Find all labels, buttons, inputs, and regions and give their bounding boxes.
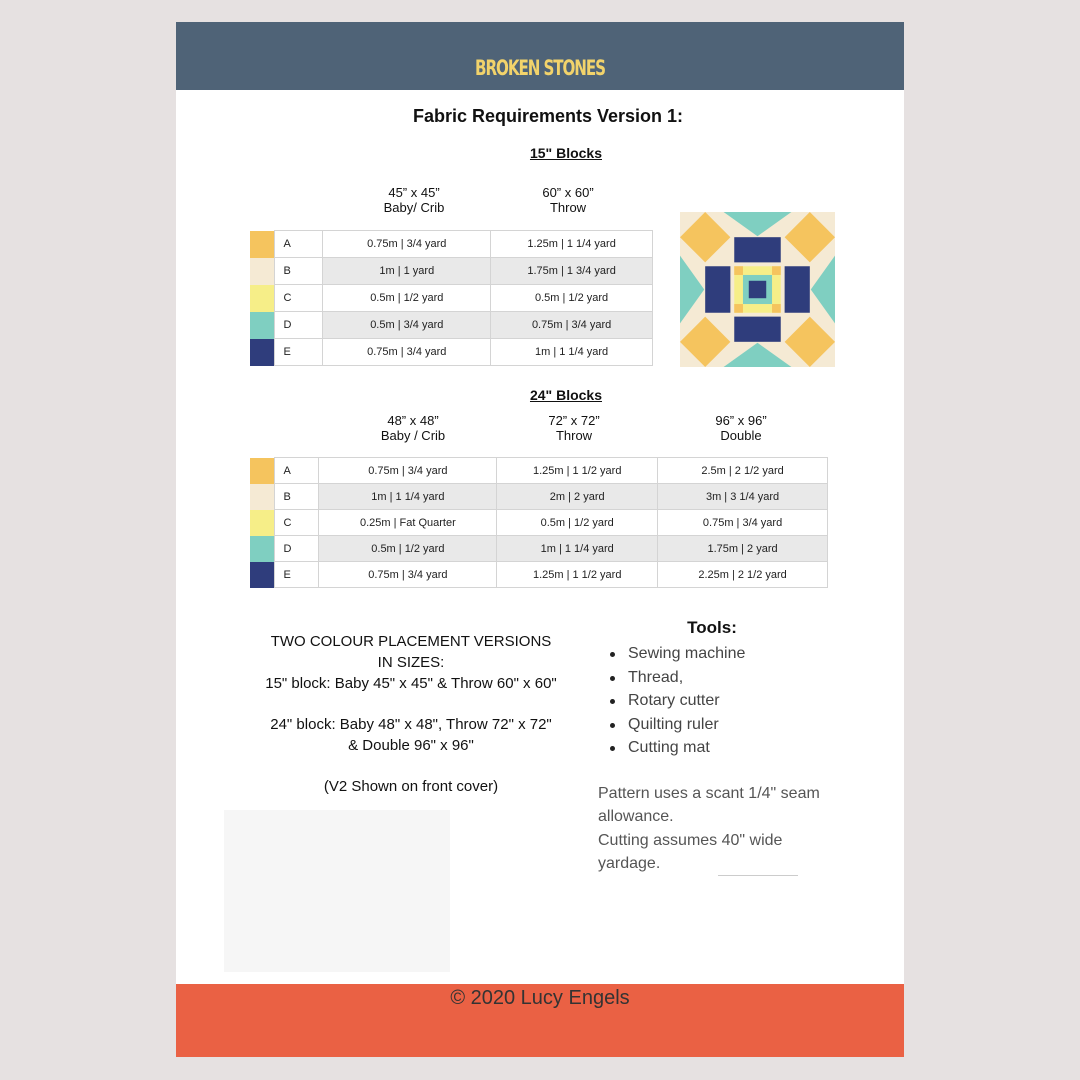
col-size: 72” x 72” <box>548 413 600 428</box>
col-head-72 <box>494 413 654 443</box>
list-item: Quilting ruler <box>608 713 745 737</box>
table-cell: 0.75m | 3/4 yard <box>658 510 828 536</box>
table-cell: 0.25m | Fat Quarter <box>319 510 497 536</box>
col-name: Double <box>720 428 762 443</box>
col-size: 48” x 48” <box>387 413 439 428</box>
placement-line: & Double 96" x 96" <box>348 737 474 754</box>
fabric-swatch-d <box>250 536 275 562</box>
table-cell: 2.25m | 2 1/2 yard <box>658 562 828 588</box>
blank-image-area <box>224 810 450 972</box>
fabric-label: E <box>275 562 319 588</box>
fabric-label: B <box>275 484 319 510</box>
fabric-swatch-c <box>250 285 275 312</box>
list-item: Sewing machine <box>608 642 745 666</box>
note-line: yardage. <box>598 855 661 872</box>
table-row <box>250 458 828 484</box>
table-cell: 0.75m | 3/4 yard <box>319 458 497 484</box>
table-cell: 0.75m | 3/4 yard <box>323 231 491 258</box>
faint-rule <box>718 875 798 876</box>
list-item: Cutting mat <box>608 736 745 760</box>
table-row <box>250 339 653 366</box>
table-cell: 2m | 2 yard <box>497 484 658 510</box>
table-cell: 0.5m | 3/4 yard <box>323 312 491 339</box>
col-name: Baby/ Crib <box>383 200 445 215</box>
fabric-label: E <box>275 339 323 366</box>
col-size: 60” x 60” <box>542 185 594 200</box>
fabric-label: C <box>275 510 319 536</box>
col-size: 96” x 96” <box>715 413 767 428</box>
placement-line: IN SIZES: <box>377 654 445 671</box>
table-row <box>250 258 653 285</box>
table-cell: 1m | 1 1/4 yard <box>491 339 653 366</box>
placement-line: TWO COLOUR PLACEMENT VERSIONS <box>270 633 552 650</box>
table-cell: 1m | 1 yard <box>323 258 491 285</box>
page-header <box>176 22 904 90</box>
table-cell: 1.75m | 2 yard <box>658 536 828 562</box>
heading-24-blocks: 24" Blocks <box>529 387 602 403</box>
col-head-45 <box>334 185 494 215</box>
fabric-label: A <box>275 231 323 258</box>
heading-15-blocks: 15" Blocks <box>529 145 602 161</box>
col-head-96 <box>661 413 821 443</box>
table-cell: 1m | 1 1/4 yard <box>497 536 658 562</box>
table-cell: 0.5m | 1/2 yard <box>497 510 658 536</box>
placement-line: 15" block: Baby 45" x 45" & Throw 60" x 60" <box>265 675 557 692</box>
quilt-block-illustration <box>680 212 835 367</box>
fabric-swatch-a <box>250 231 275 258</box>
note-line: allowance. <box>598 808 674 825</box>
table-cell: 1m | 1 1/4 yard <box>319 484 497 510</box>
fabric-label: A <box>275 458 319 484</box>
page-footer <box>176 984 904 1057</box>
col-name: Baby / Crib <box>380 428 446 443</box>
table-cell: 1.25m | 1 1/4 yard <box>491 231 653 258</box>
fabric-swatch-e <box>250 562 275 588</box>
brand-title: BROKEN STONES <box>475 56 605 80</box>
fabric-swatch-b <box>250 484 275 510</box>
table-cell: 1.25m | 1 1/2 yard <box>497 458 658 484</box>
fabric-swatch-d <box>250 312 275 339</box>
fabric-label: B <box>275 258 323 285</box>
fabric-swatch-e <box>250 339 275 366</box>
table-row <box>250 484 828 510</box>
table-row <box>250 231 653 258</box>
table-cell: 0.5m | 1/2 yard <box>491 285 653 312</box>
fabric-label: C <box>275 285 323 312</box>
table-row <box>250 536 828 562</box>
table-row <box>250 312 653 339</box>
col-size: 45” x 45” <box>388 185 440 200</box>
tools-title: Tools: <box>687 618 737 637</box>
table-cell: 0.75m | 3/4 yard <box>491 312 653 339</box>
table-cell: 1.75m | 1 3/4 yard <box>491 258 653 285</box>
col-name: Throw <box>549 200 587 215</box>
fabric-swatch-b <box>250 258 275 285</box>
fabric-label: D <box>275 312 323 339</box>
placement-line: 24" block: Baby 48" x 48", Throw 72" x 72" <box>270 716 552 733</box>
col-name: Throw <box>555 428 593 443</box>
tools-list <box>608 642 745 760</box>
table-row <box>250 510 828 536</box>
copyright-text: © 2020 Lucy Engels <box>450 987 630 1009</box>
list-item: Rotary cutter <box>608 689 745 713</box>
table-cell: 3m | 3 1/4 yard <box>658 484 828 510</box>
fabric-table-15 <box>250 230 653 366</box>
fabric-swatch-c <box>250 510 275 536</box>
table-cell: 2.5m | 2 1/2 yard <box>658 458 828 484</box>
table-row <box>250 562 828 588</box>
note-line: Pattern uses a scant 1/4" seam <box>598 785 820 802</box>
placement-line: (V2 Shown on front cover) <box>323 778 499 795</box>
table-cell: 0.75m | 3/4 yard <box>323 339 491 366</box>
fabric-label: D <box>275 536 319 562</box>
table-row <box>250 285 653 312</box>
col-head-60 <box>488 185 648 215</box>
fabric-table-24 <box>250 457 828 588</box>
table-cell: 0.5m | 1/2 yard <box>319 536 497 562</box>
table-cell: 1.25m | 1 1/2 yard <box>497 562 658 588</box>
col-head-48 <box>333 413 493 443</box>
table-cell: 0.5m | 1/2 yard <box>323 285 491 312</box>
fabric-swatch-a <box>250 458 275 484</box>
list-item: Thread, <box>608 666 745 690</box>
note-line: Cutting assumes 40" wide <box>598 832 783 849</box>
page-title: Fabric Requirements Version 1: <box>412 106 684 126</box>
pattern-page <box>176 22 904 1057</box>
table-cell: 0.75m | 3/4 yard <box>319 562 497 588</box>
